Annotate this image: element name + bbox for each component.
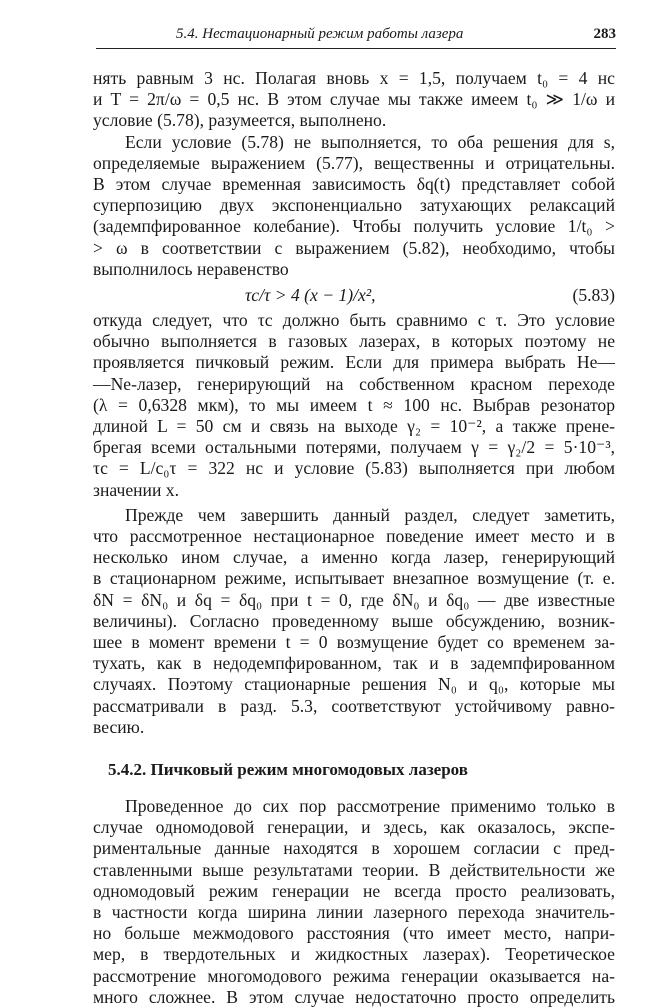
text-line: в частности когда ширина линии лазерного перехода значитель-: [93, 902, 615, 922]
text-line: и T = 2π/ω = 0,5 нс. В этом случае мы также имеем t₀ ≫ 1/ω и: [93, 89, 615, 110]
text-line: τc = L/c₀τ = 322 нс и условие (5.83) выполняется при любом: [93, 458, 615, 479]
text-line: брегая всеми остальными потерями, получаем γ = γ₂/2 = 5·10⁻³,: [93, 437, 615, 458]
text-line: весию.: [93, 716, 145, 737]
text-line: Если условие (5.78) не выполняется, то оба решения для s,: [125, 131, 615, 152]
text-line: ставленными выше результатами теории. В действительности же: [93, 859, 615, 880]
text-line: в стационарном режиме, испытывает внезапное возмущение (т. е.: [93, 568, 615, 589]
text-line: риментальные данные находятся в хорошем согласии с пред-: [93, 838, 615, 859]
text-line: Проведенное до сих пор рассмотрение применимо только в: [125, 796, 615, 816]
text-line: выполнилось неравенство: [93, 258, 289, 279]
text-line: суперпозицию двух экспоненциально затухающих релаксаций: [93, 195, 615, 216]
text-line: тухать, как в недодемпфированном, так и в задемпфированном: [93, 653, 615, 674]
text-line: несколько ином случае, а именно когда лазер, генерирующий: [93, 547, 615, 568]
text-line: откуда следует, что τc должно быть сравнимо с τ. Это условие: [93, 310, 615, 330]
text-line: значении x.: [93, 479, 179, 500]
text-line: случае одномодовой генерации, и здесь, как оказалось, экспе-: [93, 817, 615, 838]
text-line: δN = δN₀ и δq = δq₀ при t = 0, где δN₀ и δq₀ — две известные: [93, 589, 615, 610]
text-line: мер, в твердотельных и жидкостных лазерах). Теоретическое: [93, 944, 615, 965]
text-line: но больше межмодового расстояния (что имеет место, напри-: [93, 923, 615, 944]
text-line: много сложнее. В этом случае недостаточно просто определить: [93, 986, 615, 1007]
page-number: 283: [593, 26, 616, 42]
text-line: обычно выполняется в газовых лазерах, в которых поэтому не: [93, 331, 615, 352]
text-line: что рассмотренное нестационарное поведение имеет место и в: [93, 526, 615, 546]
text-line: проявляется пичковый режим. Если для примера выбрать He—: [93, 352, 615, 373]
text-line: случаях. Поэтому стационарные решения N₀ и q₀, которые мы: [93, 674, 615, 695]
text-line: Прежде чем завершить данный раздел, следует заметить,: [125, 504, 615, 525]
text-line: шее в момент времени t = 0 возмущение будет со временем за-: [93, 632, 615, 652]
equation-5-83: [93, 283, 615, 307]
text-line: определяемые выражением (5.77), вещественны и отрицательны.: [93, 152, 615, 173]
text-line: нять равным 3 нс. Полагая вновь x = 1,5, получаем t₀ = 4 нс: [93, 68, 615, 88]
text-line: рассмотрение многомодового режима генерации оказывается на-: [93, 965, 615, 986]
text-line: В этом случае временная зависимость δq(t) представляет собой: [93, 174, 615, 194]
text-line: величины). Согласно проведенному выше обсуждению, возник-: [93, 610, 615, 631]
text-line: > ω в соответствии с выражением (5.82), необходимо, чтобы: [93, 237, 615, 258]
text-line: рассматривали в разд. 5.3, соответствуют устойчивому равно-: [93, 695, 615, 716]
text-line: одномодовый режим генерации не всегда просто реализовать,: [93, 880, 615, 901]
equation-number: (5.83): [572, 285, 615, 305]
text-line: условие (5.78), разумеется, выполнено.: [93, 110, 387, 131]
running-head: [96, 26, 616, 48]
text-line: (λ = 0,6328 мкм), то мы имеем t ≈ 100 нс. Выбрав резонатор: [93, 394, 615, 415]
text-line: (задемпфированное колебание). Чтобы получить условие 1/t₀ >: [93, 216, 615, 237]
running-head-title: 5.4. Нестационарный режим работы лазера: [176, 26, 464, 42]
text-line: длиной L = 50 см и связь на выходе γ₂ = 10⁻², а также прене-: [93, 416, 615, 436]
text-line: —Ne-лазер, генерирующий на собственном красном переходе: [93, 373, 615, 394]
equation-expression: τc/τ > 4 (x − 1)/x²,: [245, 285, 376, 305]
section-heading: 5.4.2. Пичковый режим многомодовых лазеров: [108, 760, 468, 779]
header-rule: [96, 48, 616, 49]
